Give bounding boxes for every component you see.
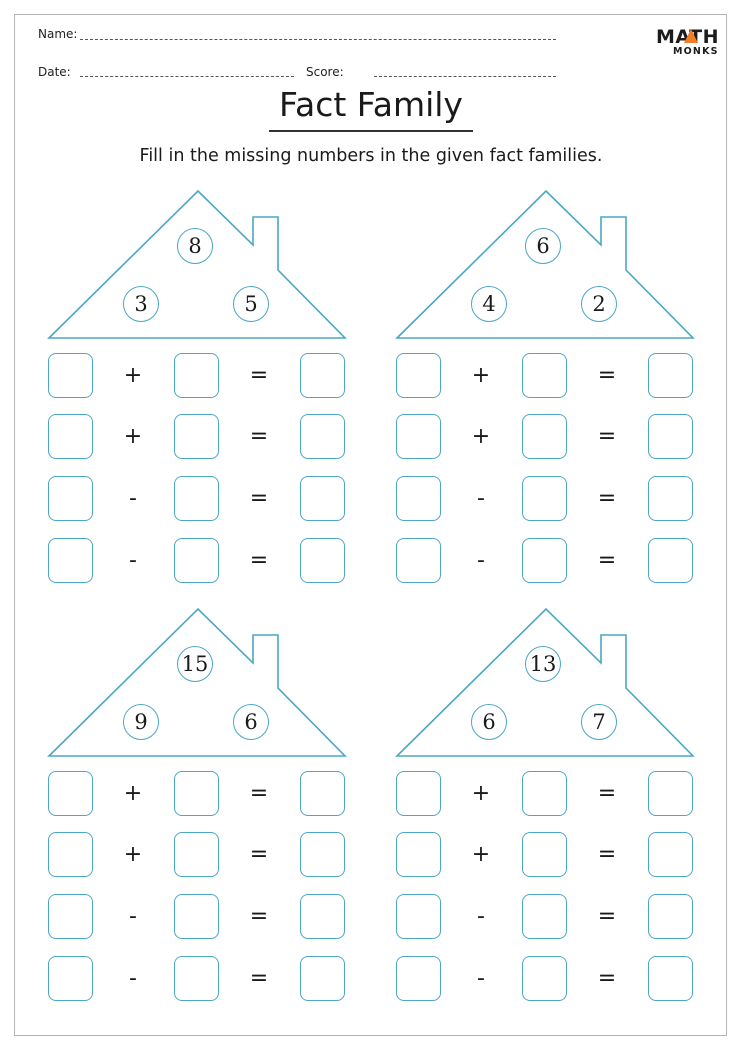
operator-sign: +: [123, 423, 143, 449]
worksheet-border: [14, 14, 727, 1036]
answer-box[interactable]: [396, 538, 441, 583]
equals-sign: =: [249, 423, 269, 449]
number-circle-total: 13: [525, 646, 561, 682]
equals-sign: =: [249, 362, 269, 388]
operator-sign: +: [471, 841, 491, 867]
operator-sign: -: [129, 547, 137, 573]
number-circle-part-a: 9: [123, 704, 159, 740]
equals-sign: =: [249, 780, 269, 806]
number-circle-part-a: 4: [471, 286, 507, 322]
logo-main-text: MATH: [656, 26, 719, 48]
answer-box[interactable]: [300, 956, 345, 1001]
operator-sign: +: [123, 362, 143, 388]
equals-sign: =: [597, 903, 617, 929]
date-field[interactable]: [80, 76, 294, 77]
answer-box[interactable]: [396, 353, 441, 398]
score-field[interactable]: [374, 76, 556, 77]
number-circle-total: 15: [177, 646, 213, 682]
answer-box[interactable]: [396, 476, 441, 521]
operator-sign: -: [477, 965, 485, 991]
answer-box[interactable]: [396, 894, 441, 939]
answer-box[interactable]: [300, 538, 345, 583]
house-roof-icon: [48, 608, 348, 760]
answer-box[interactable]: [396, 771, 441, 816]
answer-box[interactable]: [396, 832, 441, 877]
answer-box[interactable]: [48, 353, 93, 398]
answer-box[interactable]: [522, 476, 567, 521]
number-circle-part-b: 6: [233, 704, 269, 740]
house-outline: [397, 609, 693, 756]
answer-box[interactable]: [522, 353, 567, 398]
house-roof-icon: [396, 190, 696, 342]
answer-box[interactable]: [174, 353, 219, 398]
answer-box[interactable]: [48, 832, 93, 877]
number-circle-total: 8: [177, 228, 213, 264]
equals-sign: =: [597, 780, 617, 806]
answer-box[interactable]: [48, 538, 93, 583]
number-circle-total: 6: [525, 228, 561, 264]
answer-box[interactable]: [648, 771, 693, 816]
operator-sign: +: [471, 780, 491, 806]
math-monks-logo: [656, 26, 724, 62]
answer-box[interactable]: [300, 771, 345, 816]
answer-box[interactable]: [300, 353, 345, 398]
answer-box[interactable]: [648, 476, 693, 521]
operator-sign: +: [471, 362, 491, 388]
answer-box[interactable]: [648, 832, 693, 877]
number-circle-part-a: 3: [123, 286, 159, 322]
equals-sign: =: [597, 841, 617, 867]
equals-sign: =: [249, 485, 269, 511]
answer-box[interactable]: [648, 894, 693, 939]
name-field[interactable]: [80, 39, 556, 40]
answer-box[interactable]: [396, 414, 441, 459]
house-roof-icon: [48, 190, 348, 342]
number-circle-part-a: 6: [471, 704, 507, 740]
equals-sign: =: [249, 547, 269, 573]
operator-sign: +: [123, 841, 143, 867]
answer-box[interactable]: [48, 894, 93, 939]
logo-sub-text: MONKS: [673, 46, 719, 57]
answer-box[interactable]: [174, 476, 219, 521]
house-outline: [49, 191, 345, 338]
operator-sign: -: [129, 965, 137, 991]
answer-box[interactable]: [396, 956, 441, 1001]
answer-box[interactable]: [174, 956, 219, 1001]
logo-triangle-icon: [684, 29, 698, 43]
operator-sign: -: [477, 903, 485, 929]
answer-box[interactable]: [174, 832, 219, 877]
operator-sign: -: [477, 485, 485, 511]
score-label: Score:: [306, 65, 344, 79]
page-title: Fact Family: [279, 85, 463, 124]
name-label: Name:: [38, 27, 78, 41]
equals-sign: =: [597, 423, 617, 449]
number-circle-part-b: 2: [581, 286, 617, 322]
operator-sign: -: [129, 903, 137, 929]
date-label: Date:: [38, 65, 71, 79]
answer-box[interactable]: [174, 414, 219, 459]
answer-box[interactable]: [522, 414, 567, 459]
answer-box[interactable]: [522, 538, 567, 583]
equals-sign: =: [597, 485, 617, 511]
answer-box[interactable]: [300, 894, 345, 939]
answer-box[interactable]: [648, 538, 693, 583]
operator-sign: -: [129, 485, 137, 511]
house-outline: [49, 609, 345, 756]
answer-box[interactable]: [48, 956, 93, 1001]
equals-sign: =: [597, 965, 617, 991]
answer-box[interactable]: [48, 476, 93, 521]
operator-sign: -: [477, 547, 485, 573]
answer-box[interactable]: [648, 353, 693, 398]
answer-box[interactable]: [300, 476, 345, 521]
answer-box[interactable]: [48, 771, 93, 816]
operator-sign: +: [471, 423, 491, 449]
equals-sign: =: [249, 841, 269, 867]
answer-box[interactable]: [48, 414, 93, 459]
answer-box[interactable]: [174, 894, 219, 939]
instructions: Fill in the missing numbers in the given fact families.: [139, 146, 603, 166]
equals-sign: =: [597, 547, 617, 573]
answer-box[interactable]: [648, 956, 693, 1001]
title-underline: [269, 130, 473, 132]
answer-box[interactable]: [300, 832, 345, 877]
answer-box[interactable]: [522, 832, 567, 877]
number-circle-part-b: 7: [581, 704, 617, 740]
house-outline: [397, 191, 693, 338]
equals-sign: =: [249, 903, 269, 929]
operator-sign: +: [123, 780, 143, 806]
answer-box[interactable]: [648, 414, 693, 459]
answer-box[interactable]: [522, 894, 567, 939]
number-circle-part-b: 5: [233, 286, 269, 322]
house-roof-icon: [396, 608, 696, 760]
answer-box[interactable]: [300, 414, 345, 459]
equals-sign: =: [597, 362, 617, 388]
answer-box[interactable]: [174, 771, 219, 816]
answer-box[interactable]: [522, 771, 567, 816]
equals-sign: =: [249, 965, 269, 991]
answer-box[interactable]: [174, 538, 219, 583]
answer-box[interactable]: [522, 956, 567, 1001]
